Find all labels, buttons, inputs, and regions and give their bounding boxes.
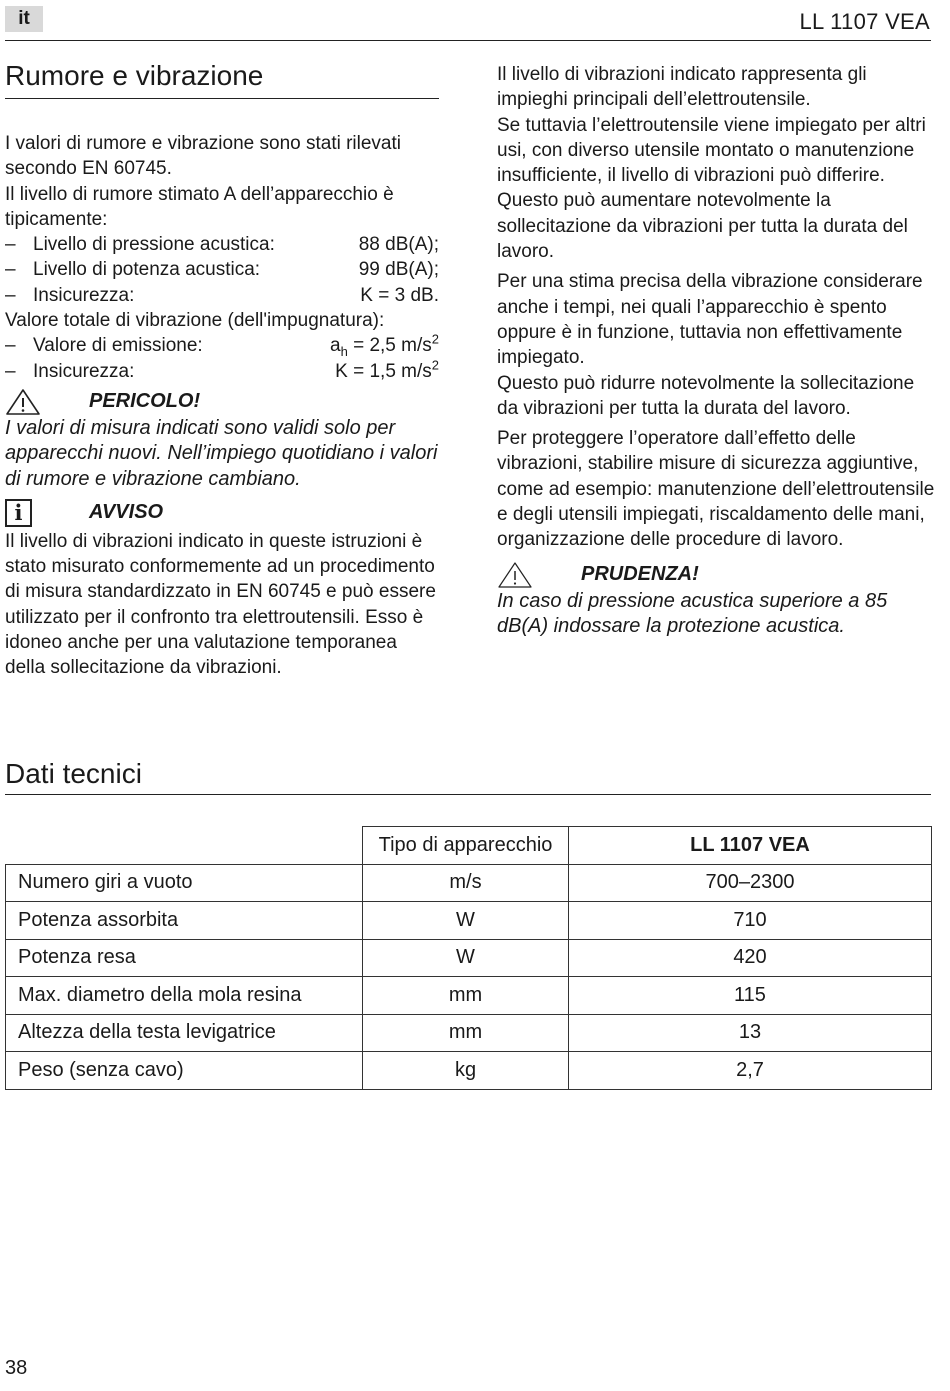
table-cell-unit: m/s bbox=[363, 864, 569, 902]
table-cell-label: Altezza della testa levigatrice bbox=[6, 1014, 363, 1052]
table-header-unit: Tipo di apparecchio bbox=[363, 827, 569, 865]
dash: – bbox=[5, 335, 16, 357]
table-row bbox=[6, 864, 932, 902]
dash: – bbox=[5, 259, 16, 281]
vibration-row bbox=[5, 333, 439, 358]
noise-row bbox=[5, 232, 439, 257]
table-header-model: LL 1107 VEA bbox=[569, 827, 932, 865]
table-cell-unit: kg bbox=[363, 1052, 569, 1090]
table-cell-label: Potenza assorbita bbox=[6, 902, 363, 940]
tech-table bbox=[5, 826, 932, 1090]
table-cell-value: 115 bbox=[569, 977, 932, 1015]
section-rule-tech bbox=[5, 794, 931, 795]
section-title-tech: Dati tecnici bbox=[5, 758, 142, 789]
table-cell-label: Numero giri a vuoto bbox=[6, 864, 363, 902]
table-cell-value: 710 bbox=[569, 902, 932, 940]
noise-row-value: K = 3 dB. bbox=[360, 284, 439, 306]
noise-row-label: Insicurezza: bbox=[33, 284, 135, 306]
table-cell-label: Max. diametro della mola resina bbox=[6, 977, 363, 1015]
dash: – bbox=[5, 360, 16, 382]
noise-intro: I valori di rumore e vibrazione sono stati rilevati secondo EN 60745. bbox=[5, 133, 402, 180]
dash: – bbox=[5, 234, 16, 256]
paragraph: Per proteggere l’operatore dall’effetto delle vibrazioni, stabilire misure di sicurezza aggiuntive, come ad esempio: manutenzione dell’elettroutensile e degli utensili impiegati, riscaldamento delle mani, organizzazione delle procedure di lavoro. bbox=[497, 428, 935, 551]
vibration-column bbox=[497, 62, 937, 639]
table-row bbox=[6, 1014, 932, 1052]
info-icon: i bbox=[5, 499, 32, 527]
header-rule bbox=[5, 40, 931, 41]
table-row bbox=[6, 902, 932, 940]
caution-heading bbox=[497, 561, 937, 589]
table-cell-unit: mm bbox=[363, 977, 569, 1015]
noise-row bbox=[5, 283, 439, 308]
caution-title: PRUDENZA! bbox=[581, 562, 699, 585]
table-row bbox=[6, 939, 932, 977]
vibration-intro: Valore totale di vibrazione (dell'impugnatura): bbox=[5, 310, 385, 332]
warning-triangle-icon bbox=[5, 388, 41, 416]
table-row bbox=[6, 1052, 932, 1090]
table-row bbox=[6, 977, 932, 1015]
danger-title: PERICOLO! bbox=[89, 390, 201, 413]
noise-level-intro: Il livello di rumore stimato A dell’apparecchio è tipicamente: bbox=[5, 183, 394, 230]
table-cell-value: 420 bbox=[569, 939, 932, 977]
page-number: 38 bbox=[5, 1357, 28, 1379]
table-cell-unit: W bbox=[363, 902, 569, 940]
section-title-noise: Rumore e vibrazione bbox=[5, 60, 264, 91]
paragraph: Il livello di vibrazioni indicato rappresenta gli impieghi principali dell’elettroutensile. bbox=[497, 64, 867, 111]
danger-text: I valori di misura indicati sono validi solo per apparecchi nuovi. Nell’impiego quotidiano i valori di rumore e vibrazione cambiano. bbox=[5, 416, 438, 490]
section-rule-noise bbox=[5, 98, 439, 99]
table-cell-value: 700–2300 bbox=[569, 864, 932, 902]
paragraph: Se tuttavia l’elettroutensile viene impiegato per altri usi, con diverso utensile montato o manutenzione insufficiente, il livello di vibrazioni può differire. Questo può aumentare notevolmente la sollecitazione da vibrazioni per tutta la durata del lavoro. bbox=[497, 114, 926, 263]
table-cell-unit: mm bbox=[363, 1014, 569, 1052]
danger-heading bbox=[5, 388, 439, 416]
noise-row-label: Livello di potenza acustica: bbox=[33, 259, 261, 281]
vibration-row-label: Insicurezza: bbox=[33, 360, 135, 382]
warning-triangle-icon bbox=[497, 561, 533, 589]
language-badge: it bbox=[5, 6, 43, 32]
paragraph: Questo può ridurre notevolmente la sollecitazione da vibrazioni per tutta la durata del lavoro. bbox=[497, 372, 915, 419]
table-cell-label: Peso (senza cavo) bbox=[6, 1052, 363, 1090]
vibration-row-value: K = 1,5 $m/s^2$ bbox=[335, 357, 439, 382]
table-cell-empty bbox=[6, 827, 363, 865]
table-cell-value: 13 bbox=[569, 1014, 932, 1052]
noise-column bbox=[5, 131, 439, 681]
vibration-row-value: $a_h = 2,5$ $m/s^2$ bbox=[330, 332, 439, 360]
table-header-row bbox=[6, 827, 932, 865]
table-cell-unit: W bbox=[363, 939, 569, 977]
dash: – bbox=[5, 284, 16, 306]
notice-heading bbox=[5, 497, 439, 529]
table-cell-value: 2,7 bbox=[569, 1052, 932, 1090]
noise-row-value: 88 dB(A); bbox=[358, 234, 439, 256]
noise-row-label: Livello di pressione acustica: bbox=[33, 234, 275, 256]
vibration-row bbox=[5, 359, 439, 384]
notice-text: Il livello di vibrazioni indicato in queste istruzioni è stato misurato conformemente ad un procedimento di misura standardizzato in EN 60745 e può essere utilizzato per il confronto tra elettroutensili. Esso è idoneo anche per una valutazione temporanea della sollecitazione da vibrazioni. bbox=[5, 530, 436, 679]
vibration-row-label: Valore di emissione: bbox=[33, 335, 203, 357]
caution-text: In caso di pressione acustica superiore a 85 dB(A) indossare la protezione acustica. bbox=[497, 589, 888, 637]
table-cell-label: Potenza resa bbox=[6, 939, 363, 977]
noise-row bbox=[5, 257, 439, 282]
model-header: LL 1107 VEA bbox=[799, 9, 930, 34]
paragraph: Per una stima precisa della vibrazione considerare anche i tempi, nei quali l’apparecchio è spento oppure è in funzione, tuttavia non effettivamente impiegato. bbox=[497, 271, 923, 369]
notice-title: AVVISO bbox=[89, 501, 164, 524]
noise-row-value: 99 dB(A); bbox=[358, 259, 439, 281]
